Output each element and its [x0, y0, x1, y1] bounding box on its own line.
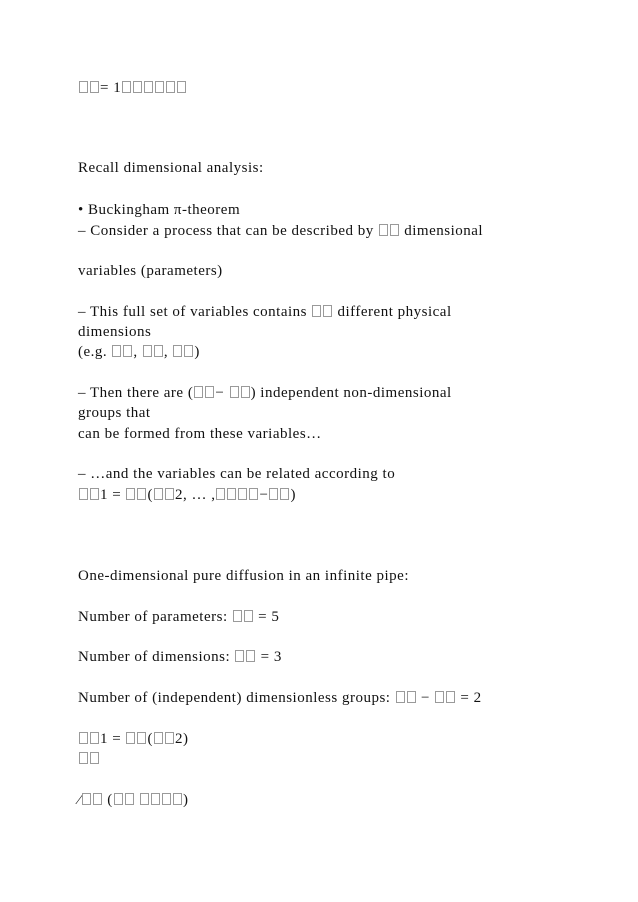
missing-glyph-icon-group: [81, 792, 103, 808]
missing-glyph-icon: [407, 691, 416, 703]
missing-glyph-icon-group: [172, 344, 194, 360]
text-segment: = 5: [253, 609, 280, 625]
text-segment: variables (parameters): [78, 263, 223, 279]
missing-glyph-icon: [238, 488, 247, 500]
text-segment: ): [194, 344, 200, 360]
missing-glyph-icon: [126, 732, 135, 744]
missing-glyph-icon: [269, 488, 278, 500]
missing-glyph-icon: [205, 386, 214, 398]
line-related-according: [78, 465, 395, 483]
missing-glyph-icon: [137, 488, 146, 500]
text-segment: = 1: [100, 80, 122, 96]
text-segment: 2): [174, 731, 189, 747]
missing-glyph-icon-group: [234, 649, 256, 665]
text-segment: different physical: [333, 304, 452, 320]
missing-glyph-icon: [90, 732, 99, 744]
missing-glyph-icon-group: [111, 344, 133, 360]
missing-glyph-icon-group: [78, 487, 100, 503]
missing-glyph-icon: [233, 610, 242, 622]
missing-glyph-icon-group: [113, 792, 135, 808]
missing-glyph-icon: [194, 386, 203, 398]
missing-glyph-icon-group: [378, 223, 400, 239]
line-dimensions: [78, 323, 151, 341]
text-segment: −: [215, 385, 229, 401]
missing-glyph-icon: [173, 793, 182, 805]
missing-glyph-icon-group: [153, 731, 175, 747]
line-groups-that: [78, 404, 151, 422]
missing-glyph-icon: [122, 81, 131, 93]
text-segment: can be formed from these variables…: [78, 426, 322, 442]
line-recall-heading: [78, 159, 264, 177]
text-segment: = 2: [456, 690, 482, 706]
missing-glyph-icon: [390, 224, 399, 236]
missing-glyph-icon: [177, 81, 186, 93]
text-segment: (: [147, 487, 153, 503]
missing-glyph-icon-group: [434, 690, 456, 706]
text-segment: – …and the variables can be related according to: [78, 466, 396, 482]
line-pi-relation-2: [78, 730, 188, 748]
text-segment: (e.g.: [78, 344, 112, 360]
missing-glyph-icon: [140, 793, 149, 805]
missing-glyph-icon-group: [139, 792, 183, 808]
line-full-set: [78, 303, 452, 321]
text-segment: Number of parameters:: [78, 609, 232, 625]
line-variables-parameters: [78, 262, 223, 280]
text-segment: dimensions: [78, 324, 152, 340]
missing-glyph-icon-group: [78, 751, 100, 767]
missing-glyph-icon: [396, 691, 405, 703]
line-then-there-are: [78, 384, 452, 402]
missing-glyph-icon: [143, 345, 152, 357]
missing-glyph-icon: [144, 81, 153, 93]
missing-glyph-icon-group: [143, 80, 187, 96]
text-segment: – Consider a process that can be described by: [78, 223, 378, 239]
missing-glyph-icon: [280, 488, 289, 500]
line-diffusion-heading: [78, 567, 409, 585]
missing-glyph-icon: [90, 488, 99, 500]
line-pi-relation: [78, 486, 296, 504]
text-segment: ) independent non-dimensional: [250, 385, 452, 401]
missing-glyph-icon: [435, 691, 444, 703]
missing-glyph-icon: [446, 691, 455, 703]
text-segment: ): [290, 487, 296, 503]
missing-glyph-icon: [241, 386, 250, 398]
line-consider-process: [78, 222, 483, 240]
missing-glyph-icon: [126, 488, 135, 500]
line-fraction: [78, 791, 189, 809]
line-equals-one: [78, 79, 187, 97]
missing-glyph-icon: [79, 732, 88, 744]
missing-glyph-icon: [249, 488, 258, 500]
text-segment: Number of dimensions:: [78, 649, 235, 665]
missing-glyph-icon: [246, 650, 255, 662]
line-example: [78, 343, 200, 361]
missing-glyph-icon: [244, 610, 253, 622]
missing-glyph-icon-group: [142, 344, 164, 360]
missing-glyph-icon: [112, 345, 121, 357]
missing-glyph-icon-group: [125, 487, 147, 503]
missing-glyph-icon: [151, 793, 160, 805]
missing-glyph-icon-group: [121, 80, 143, 96]
missing-glyph-icon: [125, 793, 134, 805]
missing-glyph-icon-group: [232, 609, 254, 625]
missing-glyph-icon: [90, 752, 99, 764]
missing-glyph-icon: [323, 305, 332, 317]
line-glyph-pair: [78, 750, 100, 768]
text-segment: 1 =: [100, 487, 126, 503]
missing-glyph-icon: [93, 793, 102, 805]
missing-glyph-icon-group: [78, 80, 100, 96]
missing-glyph-icon: [162, 793, 171, 805]
line-buckingham: [78, 201, 240, 219]
text-segment: dimensional: [400, 223, 484, 239]
line-num-dimensions: [78, 648, 282, 666]
missing-glyph-icon: [154, 732, 163, 744]
missing-glyph-icon: [90, 81, 99, 93]
text-segment: • Buckingham π-theorem: [78, 202, 241, 218]
missing-glyph-icon: [230, 386, 239, 398]
missing-glyph-icon-group: [268, 487, 290, 503]
missing-glyph-icon: [82, 793, 91, 805]
missing-glyph-icon: [166, 81, 175, 93]
text-segment: 1 =: [100, 731, 126, 747]
missing-glyph-icon: [165, 488, 174, 500]
missing-glyph-icon: [235, 650, 244, 662]
text-segment: groups that: [78, 405, 151, 421]
missing-glyph-icon-group: [215, 487, 259, 503]
text-segment: −: [259, 487, 269, 503]
text-segment: Number of (independent) dimensionless groups:: [78, 690, 395, 706]
text-segment: – Then there are (: [78, 385, 194, 401]
missing-glyph-icon-group: [311, 304, 333, 320]
missing-glyph-icon: [184, 345, 193, 357]
missing-glyph-icon: [379, 224, 388, 236]
missing-glyph-icon-group: [153, 487, 175, 503]
missing-glyph-icon-group: [193, 385, 215, 401]
missing-glyph-icon: [173, 345, 182, 357]
missing-glyph-icon: [123, 345, 132, 357]
missing-glyph-icon: [154, 345, 163, 357]
missing-glyph-icon: [312, 305, 321, 317]
text-segment: – This full set of variables contains: [78, 304, 312, 320]
text-segment: One-dimensional pure diffusion in an infinite pipe:: [78, 568, 409, 584]
text-segment: ,: [133, 344, 142, 360]
missing-glyph-icon: [133, 81, 142, 93]
missing-glyph-icon: [79, 488, 88, 500]
line-num-groups: [78, 689, 482, 707]
missing-glyph-icon: [79, 752, 88, 764]
missing-glyph-icon: [227, 488, 236, 500]
text-segment: ⁄: [78, 792, 82, 808]
text-segment: (: [147, 731, 153, 747]
missing-glyph-icon-group: [125, 731, 147, 747]
missing-glyph-icon: [154, 488, 163, 500]
missing-glyph-icon: [155, 81, 164, 93]
missing-glyph-icon: [79, 81, 88, 93]
line-formed-from: [78, 425, 322, 443]
text-segment: −: [416, 690, 435, 706]
missing-glyph-icon: [137, 732, 146, 744]
missing-glyph-icon: [165, 732, 174, 744]
missing-glyph-icon-group: [229, 385, 251, 401]
text-segment: ,: [163, 344, 173, 360]
missing-glyph-icon-group: [395, 690, 417, 706]
missing-glyph-icon: [114, 793, 123, 805]
missing-glyph-icon-group: [78, 731, 100, 747]
text-segment: (: [103, 792, 113, 808]
text-segment: = 3: [256, 649, 282, 665]
text-segment: Recall dimensional analysis:: [78, 160, 264, 176]
line-num-parameters: [78, 608, 279, 626]
text-segment: 2, … ,: [174, 487, 216, 503]
text-segment: ): [183, 792, 189, 808]
missing-glyph-icon: [216, 488, 225, 500]
